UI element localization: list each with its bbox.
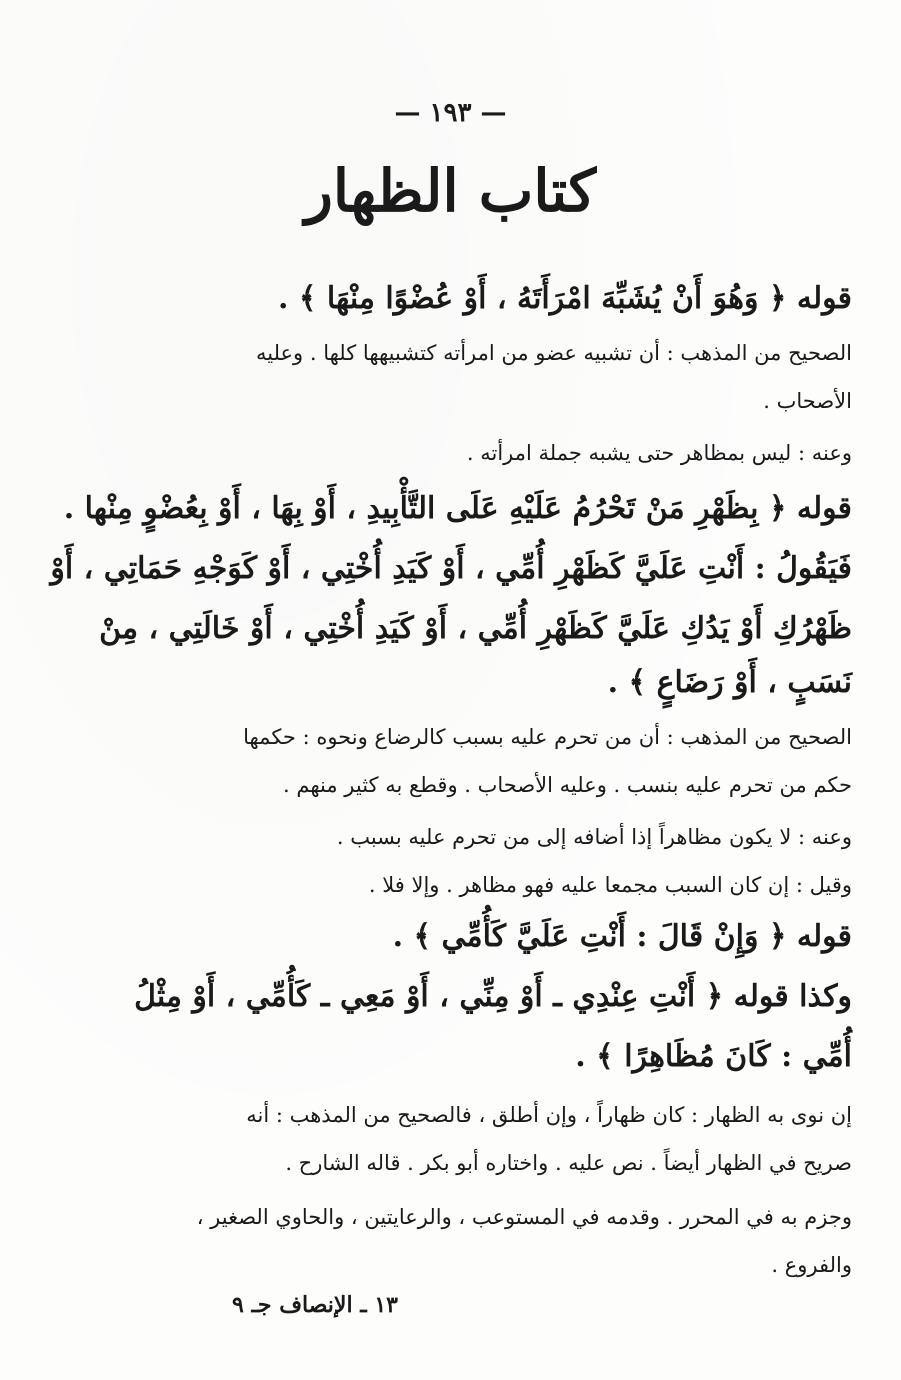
text-line: فَيَقُولُ : أَنْتِ عَلَيَّ كَظَهْرِ أُمِّي ، أَوْ كَيَدِ أُخْتِي ، أَوْ كَوَجْهِ حَمَاتِي ، أَوْ bbox=[50, 551, 852, 586]
chapter-title: كتاب الظهار bbox=[304, 157, 597, 225]
text-line: قوله ﴿ وَإِنْ قَالَ : أَنْتِ عَلَيَّ كَأُمِّي ﴾ . bbox=[392, 919, 852, 954]
text-line: الصحيح من المذهب : أن تشبيه عضو من امرأته كتشبيهها كلها . وعليه bbox=[255, 341, 852, 365]
text-line: وكذا قوله ﴿ أَنْتِ عِنْدِي ـ أَوْ مِنِّي ، أَوْ مَعِي ـ كَأُمِّي ، أَوْ مِثْلُ bbox=[134, 979, 852, 1014]
text-line: والفروع . bbox=[771, 1253, 852, 1277]
text-line: صريح في الظهار أيضاً . نص عليه . واختاره أبو بكر . قاله الشارح . bbox=[285, 1151, 852, 1175]
text-line: الصحيح من المذهب : أن من تحرم عليه بسبب كالرضاع ونحوه : حكمها bbox=[243, 725, 852, 749]
text-line: قوله ﴿ بِظَهْرِ مَنْ تَحْرُمُ عَلَيْهِ عَلَى التَّأْبِيدِ ، أَوْ بِهَا ، أَوْ بِعُضْوٍ مِنْها . bbox=[63, 491, 852, 526]
text-line: نَسَبٍ ، أَوْ رَضَاعٍ ﴾ . bbox=[607, 665, 852, 700]
text-line: وجزم به في المحرر . وقدمه في المستوعب ، والرعايتين ، والحاوي الصغير ، bbox=[196, 1205, 852, 1229]
text-line: ظَهْرُكِ أَوْ يَدُكِ عَلَيَّ كَظَهْرِ أُمِّي ، أَوْ كَيَدِ أُخْتِي ، أَوْ خَالَتِي ، مِنْ bbox=[99, 611, 852, 646]
text-line: أُمِّي : كَانَ مُظَاهِرًا ﴾ . bbox=[575, 1039, 852, 1074]
text-line: إن نوى به الظهار : كان ظهاراً ، وإن أطلق ، فالصحيح من المذهب : أنه bbox=[246, 1103, 852, 1127]
text-line: حكم من تحرم عليه بنسب . وعليه الأصحاب . وقطع به كثير منهم . bbox=[283, 773, 852, 797]
text-line: وعنه : لا يكون مظاهراً إذا أضافه إلى من تحرم عليه بسبب . bbox=[336, 825, 852, 849]
text-line: وعنه : ليس بمظاهر حتى يشبه جملة امرأته . bbox=[466, 441, 852, 465]
page-number: — ١٩٣ — bbox=[394, 98, 507, 128]
text-line: وقيل : إن كان السبب مجمعا عليه فهو مظاهر . وإلا فلا . bbox=[368, 873, 852, 897]
text-line: قوله ﴿ وَهُوَ أَنْ يُشَبِّهَ امْرَأَتَهُ ، أَوْ عُضْوًا مِنْهَا ﴾ . bbox=[277, 281, 852, 316]
footer-signature: ١٣ ـ الإنصاف جـ ٩ bbox=[232, 1292, 398, 1318]
text-line: الأصحاب . bbox=[763, 389, 852, 413]
